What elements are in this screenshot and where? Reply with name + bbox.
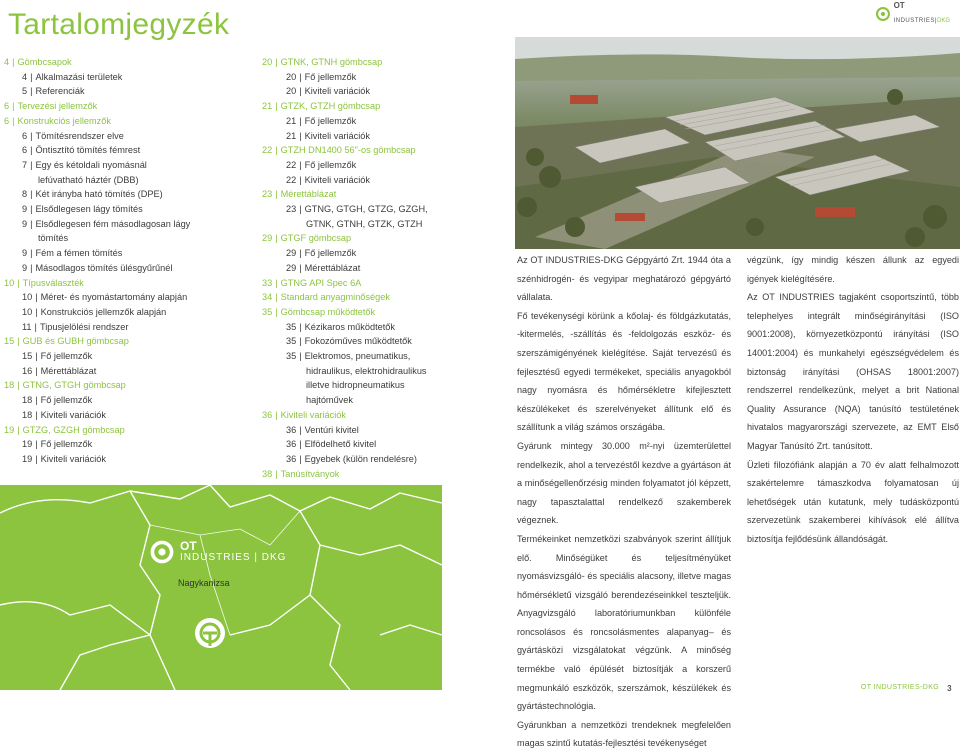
map-logo-dkg: DKG bbox=[261, 552, 287, 564]
city-label: Nagykanizsa bbox=[178, 578, 230, 588]
toc-entry-label: tömítés bbox=[38, 233, 69, 244]
toc-entry: 22 | GTZH DN1400 56"-os gömbcsap bbox=[262, 145, 416, 156]
toc-entry: 18 | Kiviteli variációk bbox=[22, 409, 106, 420]
toc-entry-label: Elektromos, pneumatikus, bbox=[304, 351, 411, 362]
toc-page-number: 6 bbox=[22, 145, 28, 156]
toc-entry: 9 | Másodlagos tömítés ülésgyűrűnél bbox=[22, 262, 173, 273]
toc-entry-label: illetve hidropneumatikus bbox=[306, 380, 405, 391]
toc-entry: 4 | Gömbcsapok bbox=[4, 57, 72, 67]
toc-entry bbox=[4, 231, 234, 246]
body-paragraph: Az OT INDUSTRIES-DKG Gépgyártó Zrt. 1944 óta a szénhidrogén- és vegyipar meghatározó gépgyártó vállalata. bbox=[517, 255, 731, 303]
toc-page-number: 6 bbox=[22, 130, 28, 141]
toc-entry-label: Méret- és nyomástartomány alapján bbox=[40, 292, 188, 303]
toc-entry-label: Elfödelhető kivitel bbox=[304, 439, 377, 450]
toc-page-number: 36 bbox=[262, 409, 273, 420]
toc-entry-label: Gömbcsapok bbox=[17, 57, 72, 67]
toc-entry: 35 | Gömbcsap működtetők bbox=[262, 306, 376, 317]
toc-entry-label: Kiviteli variációk bbox=[304, 174, 370, 185]
toc-entry: 4 | Alkalmazási területek bbox=[22, 71, 123, 82]
toc-entry: 10 | Konstrukciós jellemzők alapján bbox=[22, 306, 167, 317]
toc-entry-label: Kiviteli variációk bbox=[40, 409, 106, 420]
toc-page-number: 29 bbox=[286, 248, 297, 259]
toc-page-number: 5 bbox=[22, 86, 28, 97]
toc-page-number: 21 bbox=[286, 115, 297, 126]
toc-entry: 19 | Fő jellemzők bbox=[22, 439, 93, 450]
brand-industries: INDUSTRIES bbox=[893, 18, 935, 24]
toc-page-number: 36 bbox=[286, 453, 297, 464]
page-title: Tartalomjegyzék bbox=[8, 8, 230, 41]
body-paragraph: Fő tevékenységi körünk a kőolaj- és földgázkutatás, -kitermelés, -szállítás és -feldolgozás eszköz- és szerszámigényének kielégítése. Saját tervezésű és fejlesztésű egyedi termékeket, speciális anyagokból nagy nyomásra és hőmérsékletre kifejlesztett készülékeket és szerelvényeket állítunk elő és szállítunk a világ számos országába. bbox=[517, 310, 731, 433]
toc-entry: 19 | Kiviteli variációk bbox=[22, 453, 106, 464]
toc-page-number: 7 bbox=[22, 159, 28, 170]
toc-entry-label: Mérettáblázat bbox=[40, 365, 97, 376]
toc-page-number: 6 bbox=[4, 101, 10, 112]
toc-entry-label: Egyebek (külön rendelésre) bbox=[304, 453, 417, 464]
toc-entry: 15 | Fő jellemzők bbox=[22, 351, 93, 362]
toc-entry-label: Fő jellemzők bbox=[40, 351, 93, 362]
toc-entry: 9 | Elsődlegesen lágy tömítés bbox=[22, 204, 143, 215]
toc-entry: 7 | Egy és kétoldali nyomásnál bbox=[22, 159, 147, 170]
toc-page-number: 18 bbox=[22, 395, 33, 406]
page-number: 3 bbox=[947, 684, 952, 693]
toc-column-1 bbox=[4, 55, 234, 467]
toc-entry-label: Mérettáblázat bbox=[304, 262, 361, 273]
toc-entry-label: Kézikaros működtetők bbox=[304, 321, 396, 332]
toc-page-number: 20 bbox=[262, 57, 273, 67]
toc-page-number: 10 bbox=[22, 306, 33, 317]
toc-entry: 36 | Elfödelhető kivitel bbox=[286, 439, 377, 450]
ot-logo-icon bbox=[150, 540, 174, 564]
footer-brand: OT INDUSTRIES-DKG bbox=[860, 684, 940, 691]
toc-entry: 10 | Méret- és nyomástartomány alapján bbox=[22, 292, 188, 303]
toc-entry-label: Fokozóműves működtetők bbox=[304, 336, 412, 347]
toc-entry bbox=[262, 364, 502, 379]
brand-dkg: DKG bbox=[936, 18, 950, 24]
toc-entry-label: Másodlagos tömítés ülésgyűrűnél bbox=[35, 262, 173, 273]
footer bbox=[861, 684, 952, 693]
toc-page-number: 16 bbox=[22, 365, 33, 376]
toc-page-number: 35 bbox=[262, 306, 273, 317]
toc-entry: 36 | Kiviteli variációk bbox=[262, 409, 346, 420]
toc-entry-label: Alkalmazási területek bbox=[35, 71, 123, 82]
body-paragraph: Gyárunkban a nemzetközi trendeknek megfelelően magas szintű kutatás-fejlesztési tevékenységet bbox=[517, 719, 731, 749]
toc-entry-label: GTNG, GTGH gömbcsap bbox=[22, 380, 126, 391]
toc-entry-label: GTNK, GTNH gömbcsap bbox=[280, 57, 383, 67]
toc-page-number: 33 bbox=[262, 277, 273, 288]
map-logo: OT INDUSTRIES | DKG bbox=[150, 540, 286, 564]
toc-entry: 34 | Standard anyagminőségek bbox=[262, 292, 390, 303]
toc-page-number: 6 bbox=[4, 115, 10, 126]
toc-entry-label: Ventúri kivitel bbox=[304, 424, 359, 435]
toc-entry: 23 | Mérettáblázat bbox=[262, 189, 337, 200]
toc-page-number: 15 bbox=[4, 336, 15, 347]
toc-entry-label: Öntisztító tömítés fémrest bbox=[35, 145, 141, 156]
toc-entry: 11 | Tipusjelölési rendszer bbox=[22, 321, 129, 332]
body-paragraph: Gyárunk mintegy 30.000 m²-nyi üzemterülettel rendelkezik, ahol a tervezéstől kezdve a gyártáson át a minőségellenőrzésig minden folyamatot jól képzett, nagy tapasztalattal rendelkező szakemberek végeznek. bbox=[517, 440, 731, 526]
toc-entry-label: Egy és kétoldali nyomásnál bbox=[35, 159, 147, 170]
toc-page-number: 21 bbox=[262, 101, 273, 112]
toc-page-number: 36 bbox=[286, 439, 297, 450]
toc-entry: 15 | GUB és GUBH gömbcsap bbox=[4, 336, 129, 347]
toc-entry-label: Típusválaszték bbox=[22, 277, 84, 288]
text-column-4 bbox=[747, 251, 959, 549]
toc-entry: 20 | Fő jellemzők bbox=[286, 71, 357, 82]
toc-page-number: 8 bbox=[22, 189, 28, 200]
toc-page-number: 22 bbox=[286, 159, 297, 170]
toc-entry: 36 | Ventúri kivitel bbox=[286, 424, 359, 435]
toc-entry-label: lefúvatható háztér (DBB) bbox=[38, 174, 139, 185]
toc-entry-label: Kiviteli variációk bbox=[304, 86, 370, 97]
toc-page-number: 35 bbox=[286, 351, 297, 362]
toc-entry: 35 | Kézikaros működtetők bbox=[286, 321, 396, 332]
toc-entry-label: Konstrukciós jellemzők alapján bbox=[40, 306, 167, 317]
toc-page-number: 19 bbox=[4, 424, 15, 435]
toc-entry: 9 | Fém a fémen tömítés bbox=[22, 248, 123, 259]
toc-page-number: 9 bbox=[22, 248, 28, 259]
toc-entry: 20 | GTNK, GTNH gömbcsap bbox=[262, 57, 383, 67]
toc-entry: 29 | Fő jellemzők bbox=[286, 248, 357, 259]
toc-entry: 18 | GTNG, GTGH gömbcsap bbox=[4, 380, 126, 391]
toc-page-number: 9 bbox=[22, 218, 28, 229]
toc-entry-label: Tervezési jellemzők bbox=[17, 101, 98, 112]
toc-entry-label: GTZG, GZGH gömbcsap bbox=[22, 424, 125, 435]
toc-page-number: 22 bbox=[262, 145, 273, 156]
toc-page-number: 22 bbox=[286, 174, 297, 185]
toc-entry-label: Gömbcsap működtetők bbox=[280, 306, 376, 317]
location-pin-icon bbox=[193, 616, 227, 650]
toc-entry: 21 | Kiviteli variációk bbox=[286, 130, 370, 141]
brand-ot: OT bbox=[893, 1, 905, 10]
toc-entry-label: Fő jellemzők bbox=[304, 248, 357, 259]
toc-entry-label: Két irányba ható tömítés (DPE) bbox=[35, 189, 163, 200]
toc-entry: 5 | Referenciák bbox=[22, 86, 85, 97]
toc-page-number: 35 bbox=[286, 321, 297, 332]
toc-page-number: 9 bbox=[22, 262, 28, 273]
toc-page-number: 4 bbox=[22, 71, 28, 82]
toc-page-number: 35 bbox=[286, 336, 297, 347]
toc-entry: 16 | Mérettáblázat bbox=[22, 365, 97, 376]
toc-entry-label: GTNK, GTNH, GTZK, GTZH bbox=[306, 218, 423, 229]
map-logo-industries: INDUSTRIES bbox=[180, 552, 251, 564]
toc-entry-label: Tipusjelölési rendszer bbox=[39, 321, 129, 332]
toc-page-number: 21 bbox=[286, 130, 297, 141]
toc-entry-label: GTNG API Spec 6A bbox=[280, 277, 362, 288]
toc-entry: 38 | Tanúsítványok bbox=[262, 468, 340, 479]
toc-entry: 36 | Egyebek (külön rendelésre) bbox=[286, 453, 417, 464]
toc-entry: 35 | Elektromos, pneumatikus, bbox=[286, 351, 411, 362]
toc-column-2 bbox=[262, 55, 502, 481]
toc-entry-label: Fő jellemzők bbox=[304, 115, 357, 126]
map-logo-ot: OT bbox=[180, 539, 197, 554]
toc-page-number: 18 bbox=[22, 409, 33, 420]
toc-entry-label: Fő jellemzők bbox=[304, 71, 357, 82]
toc-entry: 18 | Fő jellemzők bbox=[22, 395, 93, 406]
toc-entry: 6 | Tervezési jellemzők bbox=[4, 101, 98, 112]
body-paragraph: Üzleti filozófiánk alapján a 70 év alatt felhalmozott szakértelemre támaszkodva folyamatosan új lehetőségek után kutatunk, mely tudásközpontú szervezetünk szakemberei kihívások elé állítva biztosítja fejlődésünk állandóságát. bbox=[747, 459, 959, 544]
toc-entry-label: Konstrukciós jellemzők bbox=[17, 115, 111, 126]
toc-page-number: 38 bbox=[262, 468, 273, 479]
toc-entry: 23 | GTNG, GTGH, GTZG, GZGH, bbox=[286, 204, 428, 215]
toc-page-number: 29 bbox=[286, 262, 297, 273]
toc-page-number: 4 bbox=[4, 57, 10, 67]
brand-logo: OT INDUSTRIES|DKG bbox=[876, 2, 950, 26]
toc-entry-label: Tömítésrendszer elve bbox=[35, 130, 124, 141]
toc-entry: 21 | Fő jellemzők bbox=[286, 115, 357, 126]
toc-entry-label: Fő jellemzők bbox=[40, 395, 93, 406]
ot-logo-icon bbox=[876, 7, 890, 21]
toc-page-number: 29 bbox=[262, 233, 273, 244]
toc-entry-label: GUB és GUBH gömbcsap bbox=[22, 336, 129, 347]
toc-page-number: 19 bbox=[22, 439, 33, 450]
toc-entry-label: GTNG, GTGH, GTZG, GZGH, bbox=[304, 204, 428, 215]
toc-entry-label: Kiviteli variációk bbox=[280, 409, 346, 420]
body-paragraph: végzünk, így mindig készen állunk az egyedi igények kielégítésére. bbox=[747, 255, 959, 284]
toc-page-number: 11 bbox=[22, 321, 32, 332]
toc-page-number: 9 bbox=[22, 204, 28, 215]
toc-entry bbox=[4, 173, 234, 188]
toc-entry: 10 | Típusválaszték bbox=[4, 277, 84, 288]
toc-entry-label: hidraulikus, elektrohidraulikus bbox=[306, 365, 427, 376]
toc-page-number: 23 bbox=[262, 189, 273, 200]
factory-aerial-photo bbox=[515, 37, 960, 249]
toc-entry: 29 | Mérettáblázat bbox=[286, 262, 361, 273]
toc-entry: 6 | Konstrukciós jellemzők bbox=[4, 115, 111, 126]
body-paragraph: Az OT INDUSTRIES tagjaként csoportszintű, több telephelyes integrált minőségirányítási (ISO 9001:2008), környezetközpontú irányítási (ISO 14001:2004) és munkahelyi egészségvédelem és biztonság irányítási (OHSAS 18001:2007) rendszerrel rendelkezünk, melyet a brit National Quality Assurance (NQA) tanúsító testületének hivatalos magyarországi szervezete, az EMT Első Magyar Tanúsító Zrt. tanúsított. bbox=[747, 292, 959, 451]
toc-entry: 22 | Kiviteli variációk bbox=[286, 174, 370, 185]
toc-page-number: 10 bbox=[22, 292, 33, 303]
toc-entry: 6 | Tömítésrendszer elve bbox=[22, 130, 124, 141]
body-paragraph: Termékeinket nemzetközi szabványok szerint állítjuk elő. Minőségüket és teljesítményüket nyomásvizsgáló- és speciális alacsony, illetve magas hőmérsékletű vizsgáló berendezéseinkkel teszteljük. Anyagvizsgáló laboratóriumunkban különféle roncsolásos és roncsolásmentes alapanyag– és gyártásközi vizsgálatokat végzünk. A minőség termékbe való épülését biztosítják a korszerű megmunkáló eszközök, szerszámok, készülékek és gyártástechnológia. bbox=[517, 533, 731, 712]
toc-page-number: 23 bbox=[286, 204, 297, 215]
toc-entry-label: Tanúsítványok bbox=[280, 468, 340, 479]
toc-entry-label: hajtóművek bbox=[306, 395, 353, 406]
toc-page-number: 10 bbox=[4, 277, 15, 288]
toc-entry: 9 | Elsődlegesen fém másodlagosan lágy bbox=[22, 218, 191, 229]
text-column-3 bbox=[517, 251, 731, 753]
toc-page-number: 18 bbox=[4, 380, 15, 391]
toc-entry: 29 | GTGF gömbcsap bbox=[262, 233, 352, 244]
toc-page-number: 19 bbox=[22, 453, 33, 464]
toc-entry: 22 | Fő jellemzők bbox=[286, 159, 357, 170]
toc-entry: 20 | Kiviteli variációk bbox=[286, 86, 370, 97]
toc-entry-label: Elsődlegesen fém másodlagosan lágy bbox=[35, 218, 191, 229]
toc-entry-label: GTGF gömbcsap bbox=[280, 233, 352, 244]
hungary-map bbox=[0, 485, 442, 690]
toc-entry-label: Kiviteli variációk bbox=[304, 130, 370, 141]
toc-entry-label: Fém a fémen tömítés bbox=[35, 248, 123, 259]
toc-entry bbox=[262, 217, 502, 232]
toc-entry-label: Kiviteli variációk bbox=[40, 453, 106, 464]
toc-entry-label: Elsődlegesen lágy tömítés bbox=[35, 204, 143, 215]
toc-page-number: 36 bbox=[286, 424, 297, 435]
toc-entry: 8 | Két irányba ható tömítés (DPE) bbox=[22, 189, 163, 200]
toc-entry-label: GTZK, GTZH gömbcsap bbox=[280, 101, 381, 112]
toc-entry-label: Standard anyagminőségek bbox=[280, 292, 390, 303]
toc-entry-label: Fő jellemzők bbox=[40, 439, 93, 450]
toc-entry-label: Mérettáblázat bbox=[280, 189, 337, 200]
toc-page-number: 34 bbox=[262, 292, 273, 303]
toc-entry bbox=[262, 378, 502, 393]
toc-entry: 21 | GTZK, GTZH gömbcsap bbox=[262, 101, 381, 112]
toc-entry-label: Referenciák bbox=[35, 86, 85, 97]
toc-entry: 19 | GTZG, GZGH gömbcsap bbox=[4, 424, 125, 435]
toc-entry-label: GTZH DN1400 56"-os gömbcsap bbox=[280, 145, 416, 156]
toc-page-number: 20 bbox=[286, 71, 297, 82]
toc-entry: 6 | Öntisztító tömítés fémrest bbox=[22, 145, 141, 156]
toc-page-number: 20 bbox=[286, 86, 297, 97]
toc-entry: 35 | Fokozóműves működtetők bbox=[286, 336, 412, 347]
toc-entry-label: Fő jellemzők bbox=[304, 159, 357, 170]
toc-entry bbox=[262, 393, 502, 408]
toc-page-number: 15 bbox=[22, 351, 33, 362]
toc-entry: 33 | GTNG API Spec 6A bbox=[262, 277, 362, 288]
